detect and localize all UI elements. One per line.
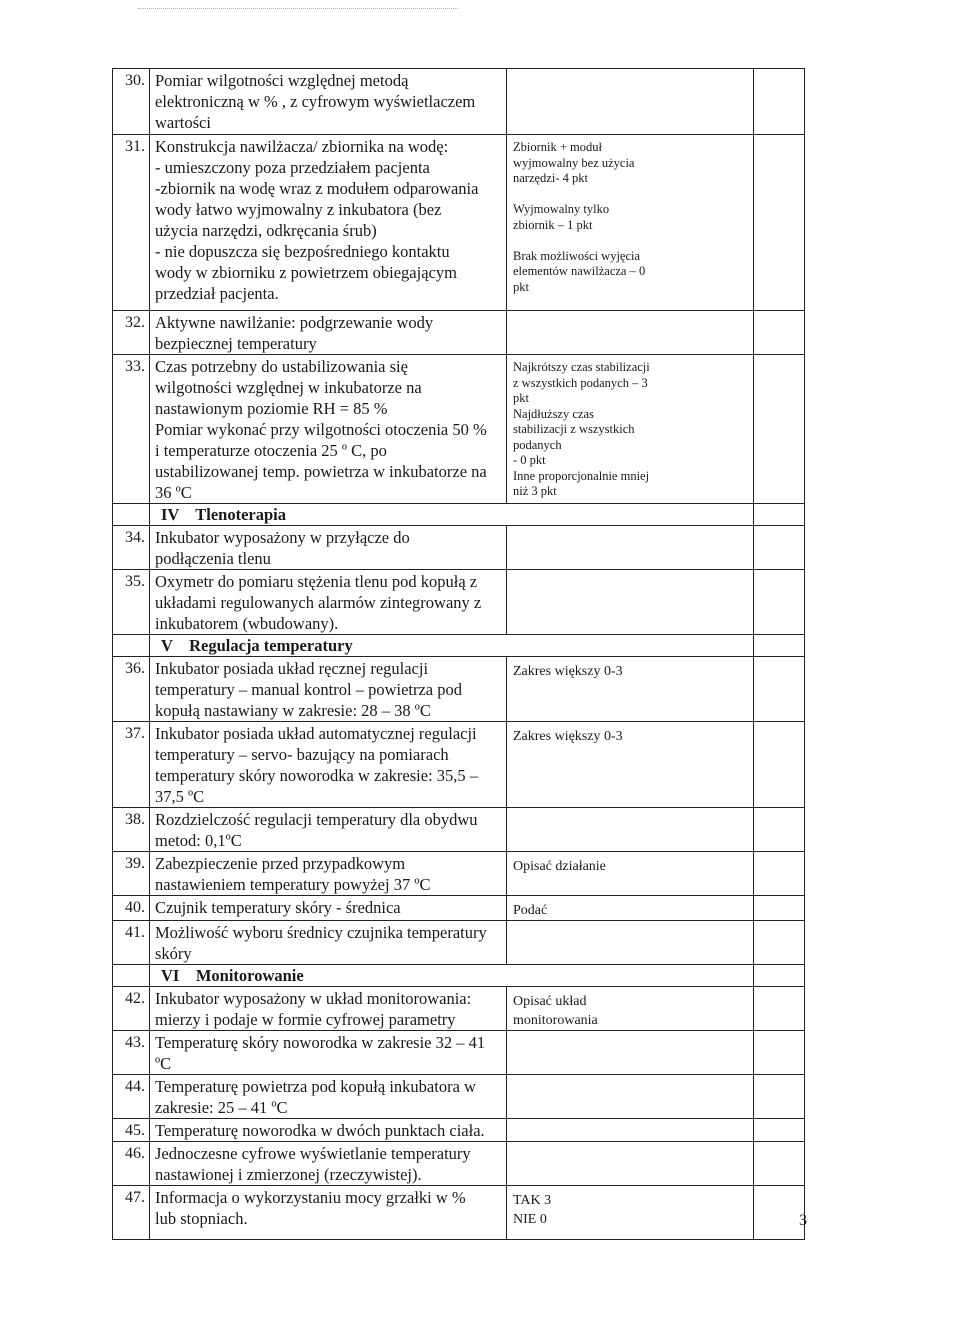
table-row (113, 921, 805, 965)
row-score-empty-cell (754, 355, 805, 504)
section-header-row (113, 504, 805, 526)
row-number: 39. (113, 852, 150, 896)
row-score-empty-cell (754, 808, 805, 852)
table-row (113, 722, 805, 808)
row-number: 40. (113, 896, 150, 921)
row-score-empty-cell (754, 1142, 805, 1186)
page-number: 3 (799, 1212, 807, 1229)
row-score-empty-cell (754, 570, 805, 635)
row-score-criteria (507, 526, 754, 570)
row-score-criteria (507, 570, 754, 635)
row-description: Zabezpieczenie przed przypadkowym nastawieniem temperatury powyżej 37 ºC (150, 852, 507, 896)
table-row (113, 135, 805, 311)
section-number-cell (113, 504, 150, 526)
row-score-empty-cell (754, 657, 805, 722)
table-row (113, 1142, 805, 1186)
section-score-cell (754, 504, 805, 526)
section-title: IV Tlenoterapia (150, 504, 754, 526)
section-header-row (113, 635, 805, 657)
row-description: Informacja o wykorzystaniu mocy grzałki w % lub stopniach. (150, 1186, 507, 1240)
row-score-criteria (507, 1075, 754, 1119)
specification-table (112, 68, 805, 1240)
row-score-criteria: Zakres większy 0-3 (507, 657, 754, 722)
row-score-criteria: Opisać układ monitorowania (507, 987, 754, 1031)
section-score-cell (754, 965, 805, 987)
table-row (113, 852, 805, 896)
row-number: 43. (113, 1031, 150, 1075)
row-description: Inkubator wyposażony w przyłącze do podłączenia tlenu (150, 526, 507, 570)
row-number: 33. (113, 355, 150, 504)
row-description: Jednoczesne cyfrowe wyświetlanie temperatury nastawionej i zmierzonej (rzeczywistej). (150, 1142, 507, 1186)
row-score-empty-cell (754, 987, 805, 1031)
row-number: 36. (113, 657, 150, 722)
row-score-empty-cell (754, 921, 805, 965)
table-row (113, 570, 805, 635)
table-row (113, 896, 805, 921)
table-row (113, 355, 805, 504)
row-description: Aktywne nawilżanie: podgrzewanie wody bezpiecznej temperatury (150, 311, 507, 355)
table-row (113, 1031, 805, 1075)
row-description: Pomiar wilgotności względnej metodą elektroniczną w % , z cyfrowym wyświetlaczem wartości (150, 69, 507, 135)
row-score-criteria: Najkrótszy czas stabilizacji z wszystkich podanych – 3 pkt Najdłuższy czas stabilizacji z wszystkich podanych - 0 pkt Inne proporcjonalnie mniej niż 3 pkt (507, 355, 754, 504)
row-score-criteria (507, 921, 754, 965)
scan-artifact-line (138, 8, 458, 12)
row-score-empty-cell (754, 135, 805, 311)
row-number: 45. (113, 1119, 150, 1142)
row-score-criteria: Zbiornik + moduł wyjmowalny bez użycia narzędzi- 4 pkt Wyjmowalny tylko zbiornik – 1 pkt Brak możliwości wyjęcia elementów nawilżacza – 0 pkt (507, 135, 754, 311)
section-number-cell (113, 965, 150, 987)
row-description: Inkubator posiada układ ręcznej regulacji temperatury – manual kontrol – powietrza pod kopułą nastawiany w zakresie: 28 – 38 ºC (150, 657, 507, 722)
row-score-criteria: Zakres większy 0-3 (507, 722, 754, 808)
row-description: Inkubator posiada układ automatycznej regulacji temperatury – servo- bazujący na pomiarach temperatury skóry noworodka w zakresie: 35,5 – 37,5 ºC (150, 722, 507, 808)
row-score-criteria: TAK 3 NIE 0 (507, 1186, 754, 1240)
row-score-criteria (507, 808, 754, 852)
row-description: Temperaturę noworodka w dwóch punktach ciała. (150, 1119, 507, 1142)
row-score-empty-cell (754, 896, 805, 921)
row-number: 34. (113, 526, 150, 570)
section-number-cell (113, 635, 150, 657)
row-description: Oxymetr do pomiaru stężenia tlenu pod kopułą z układami regulowanych alarmów zintegrowany z inkubatorem (wbudowany). (150, 570, 507, 635)
row-number: 35. (113, 570, 150, 635)
row-score-criteria (507, 69, 754, 135)
table-row (113, 1075, 805, 1119)
row-description: Czas potrzebny do ustabilizowania się wilgotności względnej w inkubatorze na nastawionym poziomie RH = 85 % Pomiar wykonać przy wilgotności otoczenia 50 % i temperaturze otoczenia 25 º C, po ustabilizowanej temp. powietrza w inkubatorze na 36 ºC (150, 355, 507, 504)
table-row (113, 657, 805, 722)
row-description: Konstrukcja nawilżacza/ zbiornika na wodę: - umieszczony poza przedziałem pacjenta -zbiornik na wodę wraz z modułem odparowania wody łatwo wyjmowalny z inkubatora (bez użycia narzędzi, odkręcania śrub) - nie dopuszcza się bezpośredniego kontaktu wody w zbiorniku z powietrzem obiegającym przedział pacjenta. (150, 135, 507, 311)
specification-table-body (113, 69, 805, 1240)
row-score-empty-cell (754, 526, 805, 570)
table-row (113, 1186, 805, 1240)
row-score-criteria: Podać (507, 896, 754, 921)
row-number: 47. (113, 1186, 150, 1240)
row-number: 42. (113, 987, 150, 1031)
row-score-empty-cell (754, 722, 805, 808)
row-score-empty-cell (754, 1119, 805, 1142)
row-score-criteria (507, 311, 754, 355)
row-score-empty-cell (754, 69, 805, 135)
table-row (113, 311, 805, 355)
row-score-empty-cell (754, 1075, 805, 1119)
row-number: 31. (113, 135, 150, 311)
table-row (113, 69, 805, 135)
row-description: Inkubator wyposażony w układ monitorowania: mierzy i podaje w formie cyfrowej parametry (150, 987, 507, 1031)
row-score-empty-cell (754, 1186, 805, 1240)
table-row (113, 808, 805, 852)
row-number: 44. (113, 1075, 150, 1119)
section-title: VI Monitorowanie (150, 965, 754, 987)
row-score-criteria (507, 1142, 754, 1186)
row-score-empty-cell (754, 311, 805, 355)
row-score-criteria: Opisać działanie (507, 852, 754, 896)
row-number: 46. (113, 1142, 150, 1186)
table-row (113, 987, 805, 1031)
row-description: Czujnik temperatury skóry - średnica (150, 896, 507, 921)
section-header-row (113, 965, 805, 987)
row-number: 37. (113, 722, 150, 808)
table-row (113, 1119, 805, 1142)
row-score-empty-cell (754, 1031, 805, 1075)
row-score-criteria (507, 1031, 754, 1075)
row-description: Temperaturę powietrza pod kopułą inkubatora w zakresie: 25 – 41 ºC (150, 1075, 507, 1119)
row-score-criteria (507, 1119, 754, 1142)
section-score-cell (754, 635, 805, 657)
row-description: Możliwość wyboru średnicy czujnika temperatury skóry (150, 921, 507, 965)
section-title: V Regulacja temperatury (150, 635, 754, 657)
row-number: 41. (113, 921, 150, 965)
row-number: 32. (113, 311, 150, 355)
row-score-empty-cell (754, 852, 805, 896)
table-row (113, 526, 805, 570)
row-description: Rozdzielczość regulacji temperatury dla obydwu metod: 0,1ºC (150, 808, 507, 852)
row-number: 38. (113, 808, 150, 852)
row-number: 30. (113, 69, 150, 135)
row-description: Temperaturę skóry noworodka w zakresie 32 – 41 ºC (150, 1031, 507, 1075)
